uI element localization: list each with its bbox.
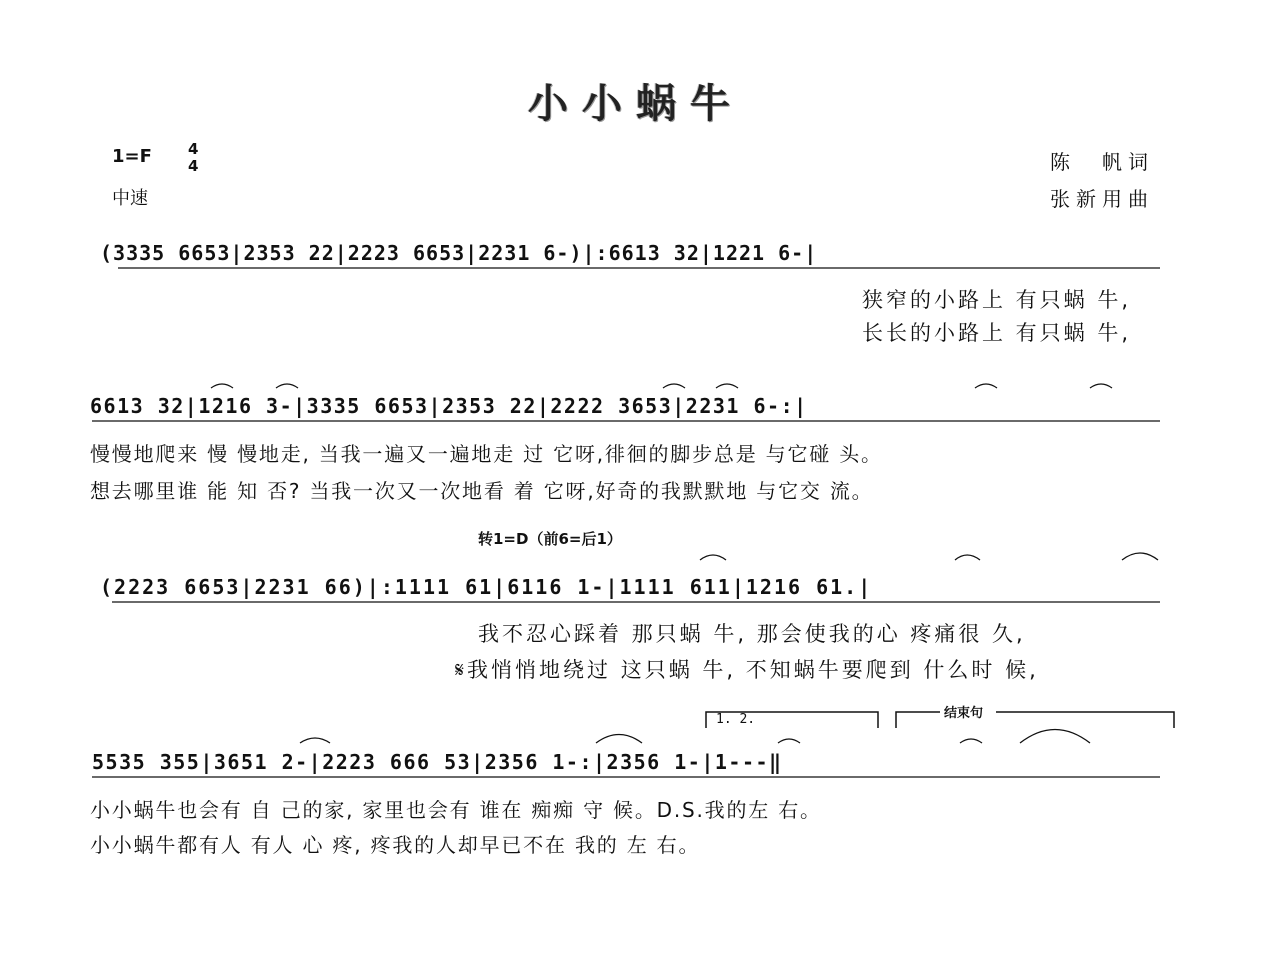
slur: [778, 739, 800, 743]
volta-label: 1. 2.: [716, 712, 756, 727]
notation-line-2: 6613 32|1216 3-|3335 6653|2353 22|2222 3653|2231 6-:|: [90, 394, 808, 418]
slur: [955, 555, 980, 560]
lyrics-line-2-verse-1: 慢慢地爬来 慢 慢地走, 当我一遍又一遍地走 过 它呀,徘徊的脚步总是 与它碰 头。: [90, 442, 883, 466]
slur: [1090, 384, 1112, 388]
slur: [663, 384, 685, 388]
slur: [700, 555, 726, 560]
time-signature-top: 4: [188, 140, 199, 158]
coda-label: 结束句: [944, 706, 984, 721]
lyrics-line-1-verse-2: 长长的小路上 有只蜗 牛,: [862, 321, 1132, 345]
slur: [596, 735, 642, 744]
slur: [1020, 730, 1090, 744]
coda-bracket-left: [896, 712, 940, 728]
composer-credit: 张新用曲: [1050, 187, 1154, 211]
key-signature: 1=F: [112, 146, 152, 167]
notation-line-4: 5535 355|3651 2-|2223 666 53|2356 1-:|2356 1-|1---‖: [92, 750, 783, 774]
volta-bracket: [706, 712, 878, 728]
key-change-marking: 转1=D（前6=后1）: [478, 530, 622, 548]
slur: [211, 384, 233, 388]
slur: [300, 738, 330, 743]
lyrics-line-2-verse-2: 想去哪里谁 能 知 否? 当我一次又一次地看 着 它呀,好奇的我默默地 与它交 流。: [90, 479, 874, 503]
lyrics-line-4-verse-1: 小小蜗牛也会有 自 己的家, 家里也会有 谁在 痴痴 守 候。D.S.我的左 右。: [90, 798, 822, 822]
lyrics-line-1-verse-1: 狭窄的小路上 有只蜗 牛,: [862, 288, 1132, 312]
slur: [276, 384, 298, 388]
lyricist-credit: 陈 帆词: [1050, 150, 1154, 174]
slur: [960, 739, 982, 743]
song-title: 小小蜗牛: [528, 80, 744, 127]
tempo-marking: 中速: [112, 188, 148, 209]
slur: [975, 384, 997, 388]
notation-line-1: (3335 6653|2353 22|2223 6653|2231 6-)|:6613 32|1221 6-|: [100, 241, 818, 265]
time-signature-bottom: 4: [188, 157, 199, 175]
coda-bracket-right: [996, 712, 1174, 728]
lyrics-line-3-verse-2: 𝄋我悄悄地绕过 这只蜗 牛, 不知蜗牛要爬到 什么时 候,: [455, 658, 1039, 682]
lyrics-line-4-verse-2: 小小蜗牛都有人 有人 心 疼, 疼我的人却早已不在 我的 左 右。: [90, 833, 701, 857]
slur: [716, 384, 738, 388]
notation-line-3: (2223 6653|2231 66)|:1111 61|6116 1-|1111 611|1216 61.|: [100, 575, 873, 599]
lyrics-line-3-verse-1: 我不忍心踩着 那只蜗 牛, 那会使我的心 疼痛很 久,: [478, 622, 1026, 646]
slur: [1122, 553, 1158, 560]
